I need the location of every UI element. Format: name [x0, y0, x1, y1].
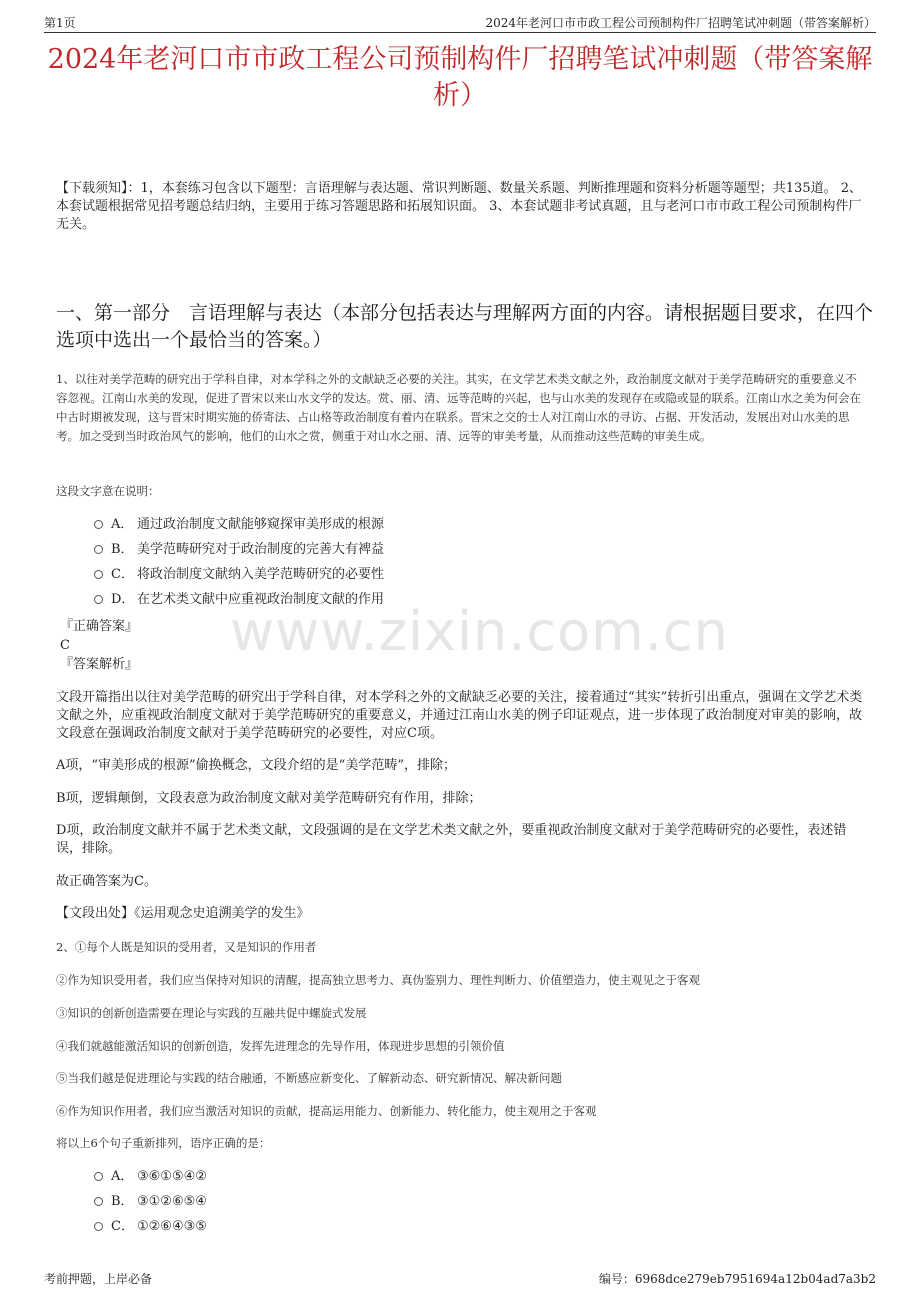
- download-notice: 【下载须知】：1，本套练习包含以下题型：言语理解与表达题、常识判断题、数量关系题、判断推理题和资料分析题等题型；共135道。 2、本套试题根据常见招考题总结归纳，主要用于练习答题思路和拓展知识面。 3、本套试题非考试真题，且与老河口市市政工程公司预制构件厂无关。: [56, 181, 862, 232]
- q2-sentence-3: ③知识的创新创造需要在理论与实践的互融共促中螺旋式发展: [56, 1006, 367, 1020]
- radio-icon[interactable]: [94, 570, 103, 579]
- q2-option-b[interactable]: B． ③①②⑥⑤④: [94, 1193, 207, 1211]
- q2-sentence-6: ⑥作为知识作用者，我们应当激活对知识的贡献，提高运用能力、创新能力、转化能力，使主观用之于客观: [56, 1104, 597, 1118]
- analysis-label: 『答案解析』: [60, 657, 139, 672]
- analysis-option-d: D项，政治制度文献并不属于艺术类文献，文段强调的是在文学艺术类文献之外，要重视政治制度文献对于美学范畴研究的必要性，表述错误，排除。: [56, 823, 847, 856]
- q2-sentence-2: ②作为知识受用者，我们应当保持对知识的清醒，提高独立思考力、真伪鉴别力、理性判断力、价值塑造力，使主观见之于客观: [56, 973, 700, 987]
- radio-icon[interactable]: [94, 545, 103, 554]
- q2-prompt: 将以上6个句子重新排列，语序正确的是：: [56, 1136, 271, 1150]
- answer-value: C: [60, 638, 70, 653]
- radio-icon[interactable]: [94, 1172, 103, 1181]
- radio-icon[interactable]: [94, 595, 103, 604]
- q1-option-d[interactable]: D． 在艺术类文献中应重视政治制度文献的作用: [94, 591, 384, 609]
- source-citation: 【文段出处】《运用观念史追溯美学的发生》: [56, 906, 310, 921]
- watermark: www.zixin.com.cn: [230, 600, 729, 663]
- radio-icon[interactable]: [94, 520, 103, 529]
- q2-sentence-1: 2、①每个人既是知识的受用者，又是知识的作用者: [56, 940, 317, 954]
- q2-option-a[interactable]: A． ③⑥①⑤④②: [94, 1168, 207, 1186]
- analysis-option-b: B项，逻辑颠倒，文段表意为政治制度文献对美学范畴研究有作用，排除；: [56, 791, 482, 806]
- q1-passage: 1、以往对美学范畴的研究出于学科自律，对本学科之外的文献缺乏必要的关注。其实，在文学艺术类文献之外，政治制度文献对于美学范畴研究的重要意义不容忽视。江南山水美的发现，促进了晋宋以来山水文学的发达。赏、丽、清、远等范畴的兴起，也与山水美的发现存在或隐或显的联系。江南山水之美为何会在中古时期被发现，这与晋宋时期实施的侨寄法、占山格等政治制度有着内在联系。晋宋之交的士人对江南山水的寻访、占据、开发活动，发展出对山水美的思考。加之受到当时政治风气的影响，他们的山水之赏，侧重于对山水之丽、清、远等的审美考量，从而推动这些范畴的审美生成。: [56, 372, 861, 443]
- q1-option-b[interactable]: B． 美学范畴研究对于政治制度的完善大有裨益: [94, 541, 384, 559]
- page-header: [44, 12, 876, 33]
- q1-prompt: 这段文字意在说明：: [56, 484, 160, 498]
- section-heading: 一、第一部分 言语理解与表达（本部分包括表达与理解两方面的内容。请根据题目要求，在四个选项中选出一个最恰当的答案。）: [56, 302, 874, 351]
- page-number: 第1页: [44, 16, 76, 30]
- q1-option-c[interactable]: C． 将政治制度文献纳入美学范畴研究的必要性: [94, 566, 384, 584]
- radio-icon[interactable]: [94, 1222, 103, 1231]
- analysis-paragraph: 文段开篇指出以往对美学范畴的研究出于学科自律，对本学科之外的文献缺乏必要的关注，接着通过“其实”转折引出重点，强调在文学艺术类文献之外，应重视政治制度文献对于美学范畴研究的重要意义，并通过江南山水美的例子印证观点，进一步体现了政治制度对审美的影响，故文段意在强调政治制度文献对于美学范畴研究的必要性，对应C项。: [56, 690, 863, 741]
- answer-label: 『正确答案』: [60, 619, 139, 634]
- header-doc-title: 2024年老河口市市政工程公司预制构件厂招聘笔试冲刺题（带答案解析）: [485, 16, 876, 30]
- analysis-conclusion: 故正确答案为C。: [56, 874, 157, 889]
- q2-sentence-4: ④我们就越能激活知识的创新创造，发挥先进理念的先导作用，体现进步思想的引领价值: [56, 1039, 505, 1053]
- q2-option-c[interactable]: C． ①②⑥④③⑤: [94, 1218, 207, 1236]
- q2-sentence-5: ⑤当我们越是促进理论与实践的结合融通，不断感应新变化、了解新动态、研究新情况、解决新问题: [56, 1071, 562, 1085]
- analysis-option-a: A项，“审美形成的根源”偷换概念，文段介绍的是“美学范畴”，排除；: [56, 758, 456, 773]
- radio-icon[interactable]: [94, 1197, 103, 1206]
- q1-option-a[interactable]: A． 通过政治制度文献能够窥探审美形成的根源: [94, 516, 384, 534]
- footer-slogan: 考前押题，上岸必备: [44, 1272, 153, 1286]
- footer-serial: 编号：6968dce279eb7951694a12b04ad7a3b2: [598, 1272, 876, 1286]
- document-title: 2024年老河口市市政工程公司预制构件厂招聘笔试冲刺题（带答案解析）: [47, 44, 873, 111]
